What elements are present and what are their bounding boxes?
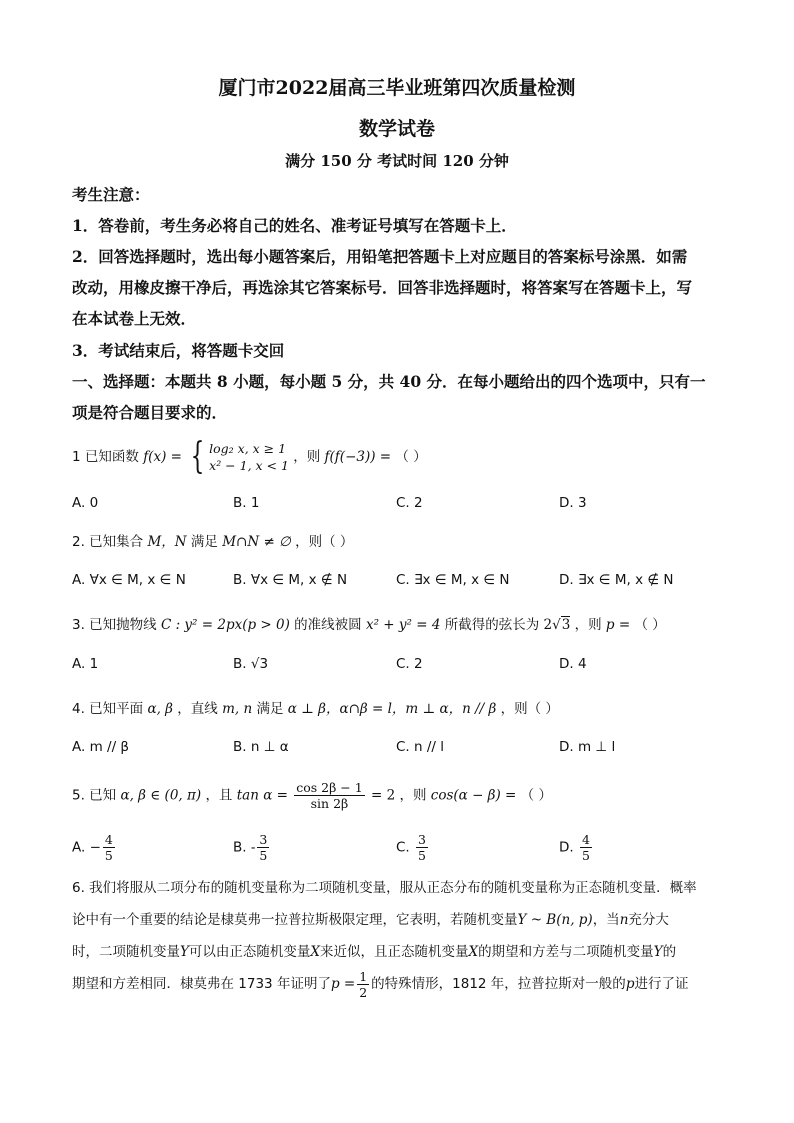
question-4 (72, 697, 559, 717)
q1-prefix: 1 已知函数 (72, 449, 139, 465)
q5-option-b (233, 832, 271, 863)
q3-suffix: （ ） (634, 617, 666, 633)
q6-line-4-text-a: 期望和方差相同．棣莫弗在 1733 年证明了 (72, 976, 331, 992)
q1-expression: f(f(−3)) = (324, 449, 392, 465)
notice-item-1: 1．答卷前，考生务必将自己的姓名、准考证号填写在答题卡上． (72, 216, 517, 235)
q3-option-a: A. 1 (72, 656, 99, 672)
q6-line-2-text-c: 充分大 (628, 912, 669, 928)
q5-range: α, β ∈ (0, π) (120, 787, 202, 804)
q5-option-b-fraction (257, 832, 269, 863)
q6-line-2-text-b: ，当 (592, 912, 620, 928)
section-1-heading-line-2: 项是符合题目要求的． (72, 403, 228, 422)
question-6 (72, 872, 724, 1000)
q5-option-c-fraction (416, 832, 428, 863)
q6-line-2 (72, 904, 724, 936)
q5-denominator: sin 2β (310, 796, 349, 811)
q6-half-fraction (357, 969, 369, 1000)
q1-case-2: x² − 1, x < 1 (209, 458, 289, 473)
q2-option-b: B. ∀x ∈ M, x ∉ N (233, 572, 348, 588)
notice-item-3: 3．考试结束后，将答题卡交回 (72, 341, 285, 360)
q6-binomial: Y ~ B(n, p) (517, 912, 593, 928)
q6-line-3-text-a: 时，二项随机变量 (72, 944, 180, 960)
question-3 (72, 613, 666, 633)
q6-line-4-text-c: 进行了证 (634, 976, 689, 992)
q5-option-b-den: 5 (259, 848, 268, 863)
q6-y-2: Y (653, 944, 663, 960)
q5-option-a-den: 5 (104, 848, 113, 863)
q6-half-den: 2 (359, 984, 368, 1000)
q6-y-1: Y (180, 944, 189, 960)
notice-item-2-line-2: 改动，用橡皮擦干净后，再选涂其它答案标号．回答非选择题时，将答案写在答题卡上，写 (72, 278, 693, 297)
q3-circle: x² + y² = 4 (365, 617, 441, 633)
q6-line-3 (72, 936, 724, 968)
q4-prefix: 4. 已知平面 (72, 701, 144, 717)
q5-option-a-fraction (103, 832, 115, 863)
q3-option-d: D. 4 (559, 656, 587, 672)
q1-option-d: D. 3 (559, 495, 587, 511)
q3-prefix: 3. 已知抛物线 (72, 617, 157, 633)
q1-suffix: （ ） (395, 449, 427, 465)
q5-option-c-den: 5 (418, 848, 426, 863)
q1-function: f(x) = (143, 449, 182, 465)
q2-suffix: ，则（ ） (295, 534, 354, 550)
q4-option-b: B. n ⊥ α (233, 739, 289, 755)
q6-n: n (619, 912, 629, 928)
q2-option-d: D. ∃x ∈ M, x ∉ N (559, 572, 674, 588)
q3-mid-3: ，则 (574, 617, 602, 633)
q1-option-c: C. 2 (396, 495, 423, 511)
q6-line-1: 6. 我们将服从二项分布的随机变量称为二项随机变量，服从正态分布的随机变量称为正态随机变量．概率 (72, 880, 697, 896)
q6-line-3-text-c: 来近似，且正态随机变量 (320, 944, 469, 960)
q3-parabola: C : y² = 2px(p > 0) (160, 617, 290, 633)
q2-mid: 满足 (190, 534, 218, 550)
q5-expression: cos(α − β) = (430, 787, 517, 804)
q5-option-c-label: C. (396, 839, 410, 856)
q3-mid-2: 所截得的弦长为 (444, 617, 540, 633)
q5-option-d (559, 832, 594, 863)
q3-option-c: C. 2 (396, 656, 423, 672)
q1-option-b: B. 1 (233, 495, 260, 511)
q5-option-b-label: B. (233, 839, 247, 856)
q6-p: p (625, 976, 635, 992)
q5-numerator: cos 2β − 1 (296, 780, 363, 795)
q4-option-d: D. m ⊥ l (559, 739, 616, 755)
q2-sets: M，N (147, 534, 187, 550)
q5-option-c-num: 3 (418, 832, 426, 847)
q6-line-3-text-d: 的期望和方差与二项随机变量 (478, 944, 654, 960)
q5-equals: = 2 (370, 787, 396, 804)
q4-planes: α, β (147, 701, 173, 717)
q2-option-c: C. ∃x ∈ M, x ∈ N (396, 572, 510, 588)
q3-mid-1: 的准线被圆 (294, 617, 362, 633)
question-2 (72, 530, 353, 550)
q5-option-a-label: A. (72, 839, 86, 856)
q5-option-d-label: D. (559, 839, 574, 856)
q5-mid-1: ，且 (205, 787, 233, 804)
q4-lines: m, n (222, 701, 253, 717)
q5-option-d-den: 5 (581, 848, 590, 863)
exam-title: 厦门市2022届高三毕业班第四次质量检测 (218, 77, 576, 99)
q6-x-2: X (468, 944, 479, 960)
q4-condition: α ⊥ β，α∩β = l，m ⊥ α，n // β (287, 701, 497, 717)
question-1 (72, 436, 427, 477)
q1-piecewise (186, 436, 289, 477)
q3-variable: p = (605, 617, 631, 633)
brace-symbol: { (190, 436, 205, 477)
q2-condition: M∩N ≠ ∅ (222, 534, 291, 550)
q5-suffix: （ ） (520, 787, 552, 804)
q2-prefix: 2. 已知集合 (72, 534, 144, 550)
q5-option-d-fraction (580, 832, 592, 863)
q5-option-b-sign: - (250, 839, 256, 856)
q4-option-c: C. n // l (396, 739, 444, 755)
q3-chord-coefficient: 2 (543, 617, 553, 633)
notice-item-2-line-3: 在本试卷上无效． (72, 309, 197, 328)
exam-meta: 满分 150 分 考试时间 120 分钟 (285, 152, 509, 170)
q6-line-4-text-b: 的特殊情形，1812 年，拉普拉斯对一般的 (371, 976, 626, 992)
q4-mid-1: ，直线 (177, 701, 218, 717)
q5-tan: tan α = (236, 787, 288, 804)
q6-x-1: X (310, 944, 321, 960)
q3-option-b: B. √3 (233, 656, 269, 672)
q2-option-a: A. ∀x ∈ M, x ∈ N (72, 572, 186, 588)
q1-option-a: A. 0 (72, 495, 99, 511)
q1-mid: ，则 (293, 449, 321, 465)
notice-item-2-line-1: 2．回答选择题时，选出每小题答案后，用铅笔把答题卡上对应题目的答案标号涂黑．如需 (72, 247, 688, 266)
q5-option-a-num: 4 (104, 832, 113, 847)
q4-mid-2: 满足 (256, 701, 284, 717)
sqrt-symbol: √ (552, 617, 561, 633)
q4-suffix: ，则（ ） (500, 701, 559, 717)
question-5 (72, 780, 552, 811)
q5-option-a (72, 832, 117, 863)
section-1-heading-line-1: 一、选择题：本题共 8 小题，每小题 5 分，共 40 分．在每小题给出的四个选项中，只有一 (72, 372, 706, 391)
q6-half-num: 1 (359, 968, 368, 984)
notice-heading: 考生注意： (72, 185, 150, 204)
q6-line-4 (72, 968, 724, 1000)
q6-line-3-text-b: 可以由正态随机变量 (188, 944, 311, 960)
q5-option-d-num: 4 (581, 832, 590, 847)
q4-option-a: A. m // β (72, 739, 130, 755)
q6-line-3-text-e: 的 (662, 944, 677, 960)
q5-prefix: 5. 已知 (72, 787, 117, 804)
q5-option-b-num: 3 (259, 832, 268, 847)
q6-line-2-text-a: 论中有一个重要的结论是棣莫弗一拉普拉斯极限定理，它表明，若随机变量 (72, 912, 518, 928)
q3-chord-radicand: 3 (561, 617, 571, 633)
q6-p-equals: p = (330, 976, 356, 992)
q5-mid-2: ，则 (399, 787, 427, 804)
q5-option-a-sign: − (89, 839, 101, 856)
q5-fraction (294, 780, 364, 811)
q5-option-c (396, 832, 430, 863)
exam-subtitle: 数学试卷 (358, 118, 435, 140)
q1-case-1: log₂ x, x ≥ 1 (209, 441, 287, 456)
